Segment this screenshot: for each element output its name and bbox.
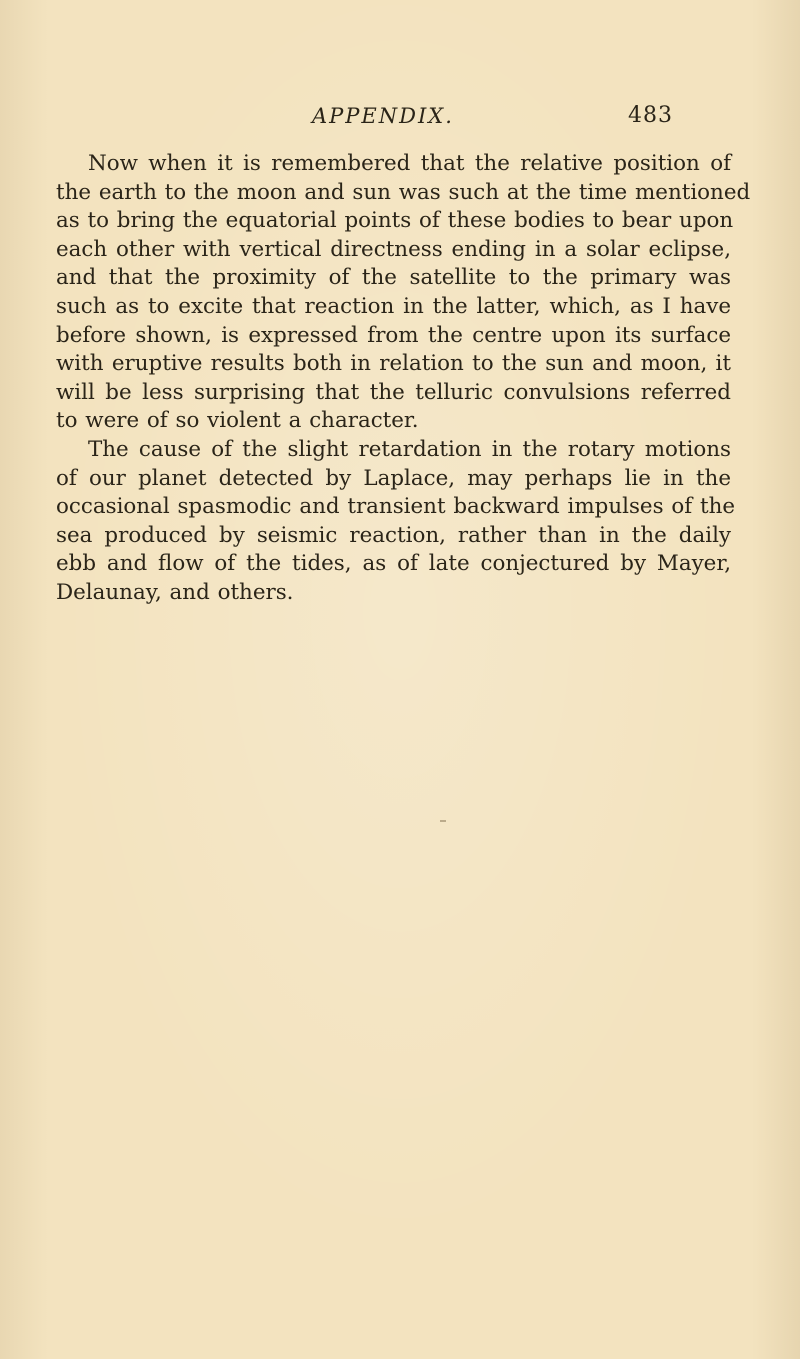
text-line: occasional spasmodic and transient backward impulses of the	[56, 494, 735, 520]
text-line: each other with vertical directness ending in a solar eclipse,	[56, 236, 731, 262]
text-line: and that the proximity of the satellite to the primary was	[56, 265, 731, 291]
page-number: 483	[628, 103, 673, 128]
text-line: as to bring the equatorial points of these bodies to bear upon	[56, 208, 734, 234]
text-line: The cause of the slight retardation in the rotary motions	[88, 436, 731, 462]
text-line: Now when it is remembered that the relative position of	[88, 151, 731, 176]
text-line: Delaunay, and others.	[56, 579, 294, 605]
text-line: to were of so violent a character.	[56, 408, 419, 434]
text-line: before shown, is expressed from the centre upon its surface	[56, 322, 731, 348]
text-line: sea produced by seismic reaction, rather than in the daily	[56, 522, 731, 548]
running-title: APPENDIX.	[312, 104, 454, 128]
text-line: with eruptive results both in relation to the sun and moon, it	[56, 351, 731, 377]
text-line: of our planet detected by Laplace, may perhaps lie in the	[56, 465, 731, 491]
text-line: such as to excite that reaction in the latter, which, as I have	[56, 293, 731, 319]
text-line: ebb and flow of the tides, as of late conjectured by Mayer,	[56, 551, 731, 577]
paper-mark	[440, 820, 446, 822]
text-line: the earth to the moon and sun was such at the time mentioned	[56, 179, 751, 205]
body-text	[56, 150, 751, 608]
text-line: will be less surprising that the telluric convulsions referred	[56, 379, 731, 405]
running-header	[0, 104, 800, 140]
